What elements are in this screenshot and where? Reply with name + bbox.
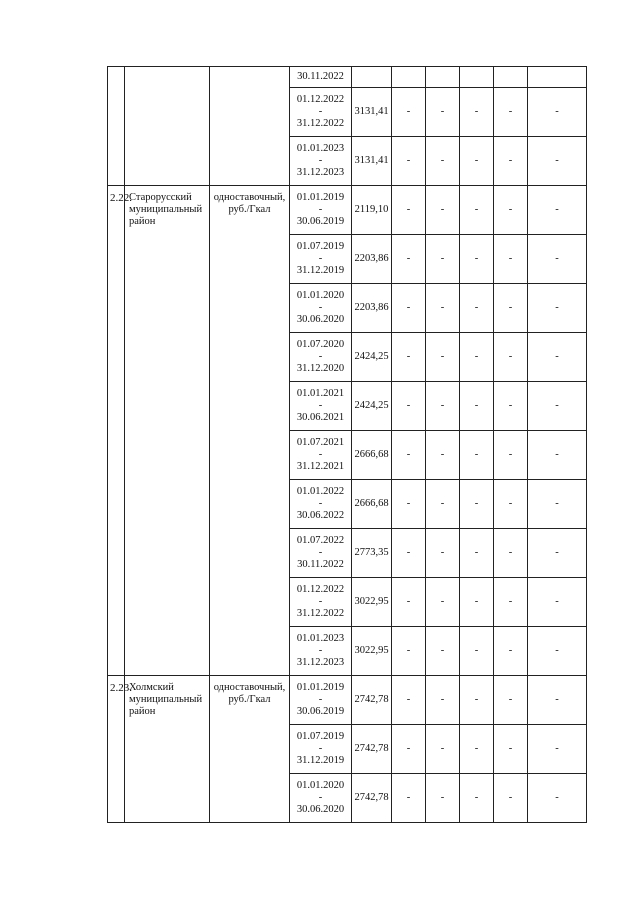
- dash-cell: -: [460, 137, 494, 186]
- dash-cell: -: [426, 137, 460, 186]
- number-cell: 2.23.: [108, 676, 125, 823]
- period-start: 01.01.2023: [296, 143, 345, 154]
- period-start: 01.01.2022: [296, 486, 345, 497]
- dash-cell: -: [392, 774, 426, 823]
- dash-cell: -: [392, 529, 426, 578]
- dash-cell: [494, 67, 528, 88]
- dash-cell: -: [494, 725, 528, 774]
- dash-cell: -: [460, 627, 494, 676]
- dash-cell: -: [426, 529, 460, 578]
- period-separator: -: [318, 302, 323, 313]
- dash-cell: [426, 67, 460, 88]
- dash-cell: -: [392, 88, 426, 137]
- dash-cell: -: [528, 627, 587, 676]
- price-cell: [352, 67, 392, 88]
- price-cell: 3022,95: [352, 578, 392, 627]
- price-cell: 2119,10: [352, 186, 392, 235]
- period-end: 31.12.2019: [296, 265, 345, 276]
- period-start: 01.01.2019: [296, 682, 345, 693]
- dash-cell: -: [528, 137, 587, 186]
- unit-cell: одноставочный, руб./Гкал: [210, 676, 290, 823]
- period-start: 01.12.2022: [296, 94, 345, 105]
- period-end: 30.06.2020: [296, 314, 345, 325]
- name-cell: [125, 67, 210, 186]
- dash-cell: -: [426, 676, 460, 725]
- dash-cell: -: [528, 382, 587, 431]
- dash-cell: -: [392, 235, 426, 284]
- dash-cell: -: [494, 382, 528, 431]
- dash-cell: -: [494, 88, 528, 137]
- price-cell: 3022,95: [352, 627, 392, 676]
- dash-cell: -: [460, 235, 494, 284]
- dash-cell: -: [392, 137, 426, 186]
- period-cell: [290, 186, 352, 235]
- period-cell: [290, 382, 352, 431]
- price-cell: 2424,25: [352, 333, 392, 382]
- dash-cell: -: [494, 578, 528, 627]
- period-end: 31.12.2023: [296, 657, 345, 668]
- dash-cell: -: [494, 627, 528, 676]
- dash-cell: -: [392, 676, 426, 725]
- period-start: 01.07.2021: [296, 437, 345, 448]
- dash-cell: -: [460, 186, 494, 235]
- period-cell: [290, 480, 352, 529]
- period-cell: [290, 627, 352, 676]
- period-separator: -: [318, 106, 323, 117]
- dash-cell: -: [426, 88, 460, 137]
- period-separator: -: [318, 743, 323, 754]
- period-separator: -: [318, 596, 323, 607]
- dash-cell: -: [528, 333, 587, 382]
- price-cell: 2424,25: [352, 382, 392, 431]
- unit-cell: [210, 67, 290, 186]
- table-row: [108, 67, 587, 88]
- period-end: 30.06.2022: [296, 510, 345, 521]
- period-separator: -: [318, 253, 323, 264]
- dash-cell: -: [460, 774, 494, 823]
- price-cell: 3131,41: [352, 137, 392, 186]
- dash-cell: -: [426, 578, 460, 627]
- dash-cell: -: [528, 480, 587, 529]
- period-end: 31.12.2019: [296, 755, 345, 766]
- number-cell: 2.22.: [108, 186, 125, 676]
- period-cell: [290, 725, 352, 774]
- period-start: 01.07.2019: [296, 241, 345, 252]
- period-cell: [290, 333, 352, 382]
- dash-cell: [528, 67, 587, 88]
- dash-cell: -: [392, 186, 426, 235]
- dash-cell: -: [528, 235, 587, 284]
- period-cell: [290, 529, 352, 578]
- dash-cell: -: [426, 480, 460, 529]
- dash-cell: -: [460, 333, 494, 382]
- dash-cell: -: [426, 382, 460, 431]
- dash-cell: -: [460, 529, 494, 578]
- price-cell: 2742,78: [352, 774, 392, 823]
- dash-cell: -: [460, 676, 494, 725]
- number-cell: [108, 67, 125, 186]
- dash-cell: -: [460, 88, 494, 137]
- period-end: 30.11.2022: [297, 71, 344, 82]
- unit-cell: одноставочный, руб./Гкал: [210, 186, 290, 676]
- dash-cell: -: [460, 578, 494, 627]
- dash-cell: -: [494, 333, 528, 382]
- dash-cell: -: [528, 578, 587, 627]
- tariff-table-body: [108, 67, 587, 823]
- dash-cell: -: [528, 774, 587, 823]
- name-cell: Старорусский муниципальный район: [125, 186, 210, 676]
- dash-cell: -: [528, 88, 587, 137]
- period-start: 01.07.2019: [296, 731, 345, 742]
- price-cell: 2203,86: [352, 284, 392, 333]
- period-cell: [290, 137, 352, 186]
- dash-cell: -: [392, 725, 426, 774]
- period-cell: [290, 431, 352, 480]
- dash-cell: -: [494, 774, 528, 823]
- period-cell: [290, 67, 352, 88]
- period-separator: -: [318, 400, 323, 411]
- period-start: 01.01.2019: [296, 192, 345, 203]
- dash-cell: -: [494, 186, 528, 235]
- dash-cell: -: [528, 186, 587, 235]
- price-cell: 2742,78: [352, 676, 392, 725]
- period-cell: [290, 578, 352, 627]
- dash-cell: -: [426, 333, 460, 382]
- dash-cell: -: [528, 284, 587, 333]
- dash-cell: -: [392, 382, 426, 431]
- period-separator: -: [318, 155, 323, 166]
- period-cell: [290, 235, 352, 284]
- dash-cell: -: [426, 235, 460, 284]
- dash-cell: -: [392, 480, 426, 529]
- dash-cell: -: [426, 627, 460, 676]
- period-end: 31.12.2020: [296, 363, 345, 374]
- dash-cell: -: [392, 431, 426, 480]
- dash-cell: [392, 67, 426, 88]
- period-start: 01.01.2020: [296, 290, 345, 301]
- dash-cell: -: [426, 431, 460, 480]
- period-end: 31.12.2021: [296, 461, 345, 472]
- dash-cell: -: [494, 431, 528, 480]
- period-separator: -: [318, 792, 323, 803]
- dash-cell: -: [494, 137, 528, 186]
- table-row: [108, 186, 587, 235]
- price-cell: 2203,86: [352, 235, 392, 284]
- period-cell: [290, 774, 352, 823]
- dash-cell: -: [528, 676, 587, 725]
- dash-cell: -: [494, 284, 528, 333]
- dash-cell: -: [528, 431, 587, 480]
- dash-cell: -: [494, 235, 528, 284]
- tariff-table: [107, 66, 587, 823]
- dash-cell: -: [528, 529, 587, 578]
- table-row: [108, 676, 587, 725]
- period-cell: [290, 88, 352, 137]
- period-end: 31.12.2022: [296, 608, 345, 619]
- dash-cell: -: [392, 284, 426, 333]
- period-start: 01.07.2022: [296, 535, 345, 546]
- period-start: 01.01.2023: [296, 633, 345, 644]
- period-end: 30.06.2021: [296, 412, 345, 423]
- price-cell: 3131,41: [352, 88, 392, 137]
- period-end: 30.06.2020: [296, 804, 345, 815]
- period-end: 30.11.2022: [297, 559, 344, 570]
- dash-cell: -: [460, 431, 494, 480]
- period-start: 01.12.2022: [296, 584, 345, 595]
- dash-cell: -: [460, 382, 494, 431]
- dash-cell: -: [460, 284, 494, 333]
- period-separator: -: [318, 547, 323, 558]
- period-end: 31.12.2023: [296, 167, 345, 178]
- period-cell: [290, 284, 352, 333]
- name-cell: Холмский муниципальный район: [125, 676, 210, 823]
- period-start: 01.01.2021: [296, 388, 345, 399]
- dash-cell: -: [426, 774, 460, 823]
- period-cell: [290, 676, 352, 725]
- dash-cell: [460, 67, 494, 88]
- dash-cell: -: [426, 186, 460, 235]
- price-cell: 2666,68: [352, 431, 392, 480]
- price-cell: 2742,78: [352, 725, 392, 774]
- dash-cell: -: [494, 676, 528, 725]
- period-end: 31.12.2022: [296, 118, 345, 129]
- period-start: 01.01.2020: [296, 780, 345, 791]
- dash-cell: -: [494, 480, 528, 529]
- period-separator: -: [318, 449, 323, 460]
- dash-cell: -: [392, 627, 426, 676]
- period-separator: -: [318, 498, 323, 509]
- price-cell: 2773,35: [352, 529, 392, 578]
- dash-cell: -: [426, 284, 460, 333]
- dash-cell: -: [460, 480, 494, 529]
- period-separator: -: [318, 645, 323, 656]
- dash-cell: -: [528, 725, 587, 774]
- dash-cell: -: [460, 725, 494, 774]
- dash-cell: -: [392, 578, 426, 627]
- dash-cell: -: [426, 725, 460, 774]
- period-separator: -: [318, 694, 323, 705]
- period-separator: -: [318, 204, 323, 215]
- price-cell: 2666,68: [352, 480, 392, 529]
- period-end: 30.06.2019: [296, 706, 345, 717]
- period-end: 30.06.2019: [296, 216, 345, 227]
- dash-cell: -: [494, 529, 528, 578]
- dash-cell: -: [392, 333, 426, 382]
- period-separator: -: [318, 351, 323, 362]
- period-start: 01.07.2020: [296, 339, 345, 350]
